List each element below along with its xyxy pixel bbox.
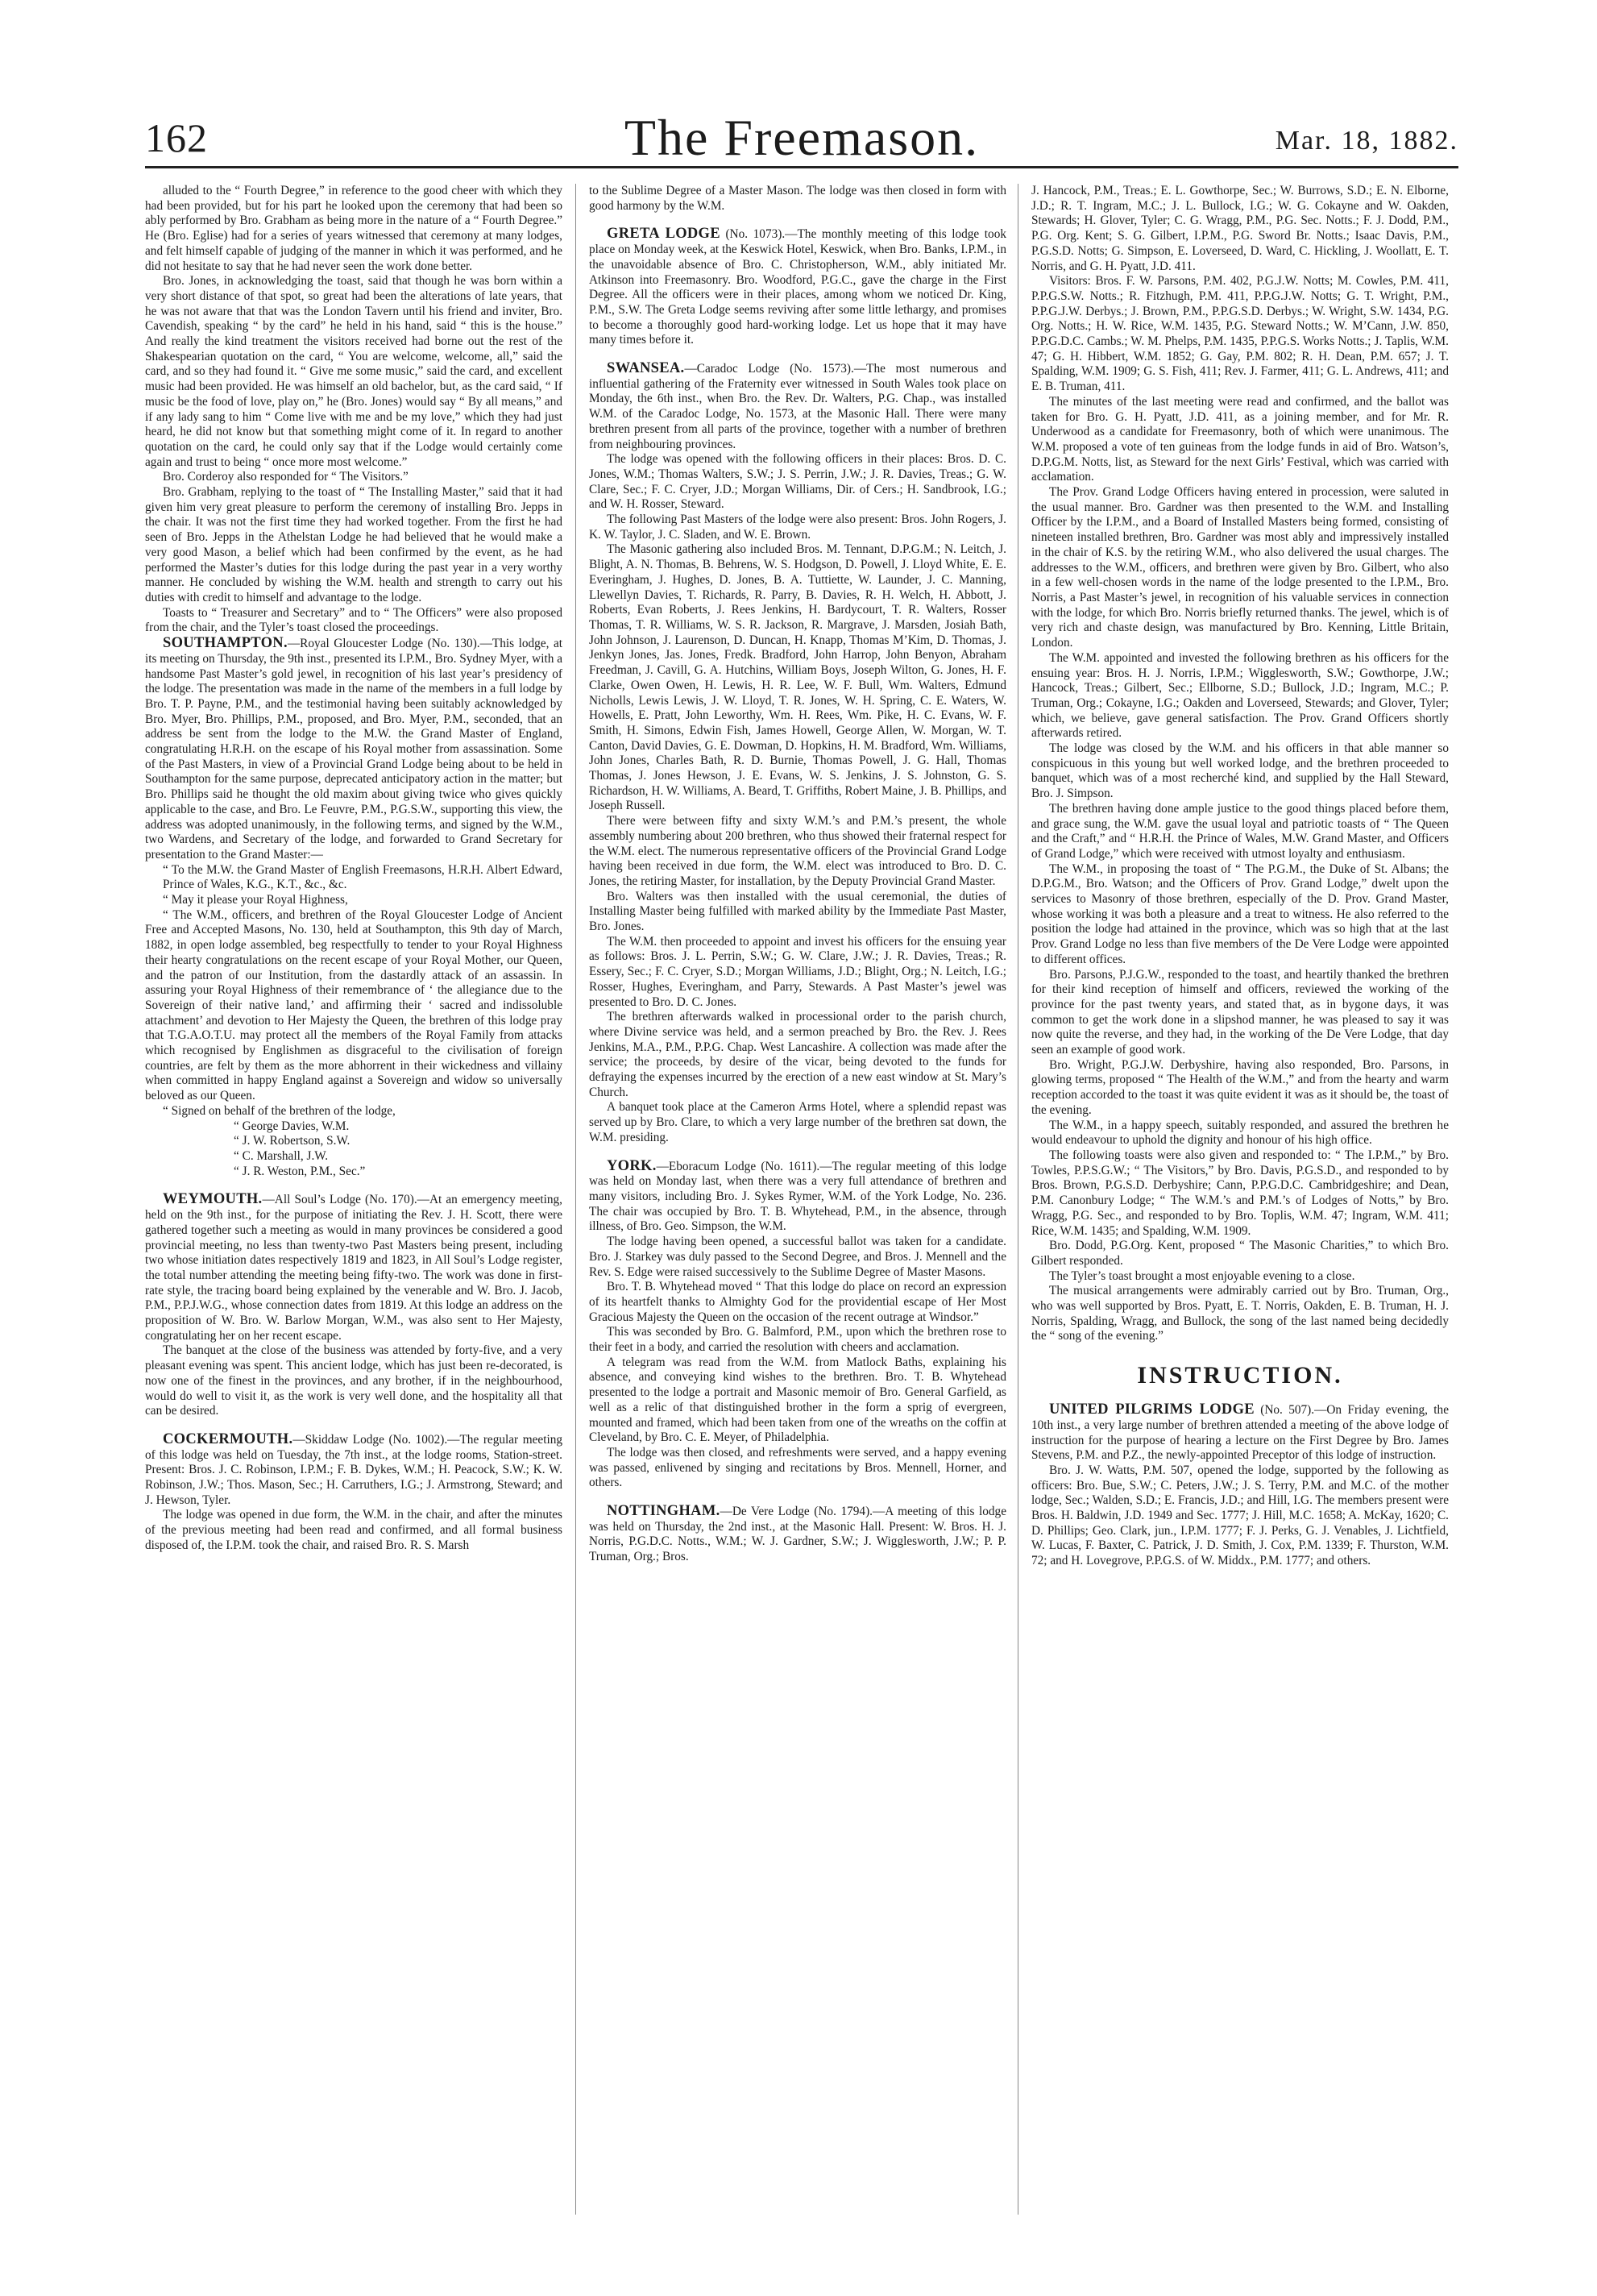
paragraph-text: Bro. Jones, in acknowledging the toast, said that though he was born within a very short distance of that spot, so great had been the alterations of late years, that he was not aware that that was the London Tavern until his friend and inviter, Bro. Cavendish, speaking “ by the card” he held in his hand, said “ this is the house.” And really the kind treatment the visitors received had borne out the rest of the Shakespearian quotation on the card, “ You are welcome, welcome, all,” said the card, and so they had found it. “ Give me some music,” said the card, and excellent music had been provided. He was himself an old bachelor, but, as the card said, “ If music be the food of love, play on,” he (Bro. Jones) would say “ By all means,” and if any lady sang to him “ Come live with me and be my love,” which they had just heard, he did not know but that something might come of it. In regard to another quotation on the card, he could only say that if the Lodge would certainly come again and trust to being “ once more most welcome.” [145, 274, 562, 469]
paragraph-text: —Eboracum Lodge (No. 1611).—The regular meeting of this lodge was held on Monday last, when there was a very full attendance of brethren and many visitors, including Bro. J. Sykes Rymer, W.M. of the York Lodge, No. 236. The chair was occupied by Bro. T. B. Whytehead, P.M., in the absence, through illness, of Bro. Geo. Simpson, the W.M. [589, 1159, 1006, 1234]
body-paragraph [1031, 184, 1449, 274]
section-heading: INSTRUCTION. [1137, 1362, 1343, 1389]
paragraph-text: Bro. Parsons, P.J.G.W., responded to the toast, and heartily thanked the brethren for their kind reception of himself and officers, reviewed the working of the province for the past twenty years, and stated that, as in bygone days, it was common to get the work done in a slipshod manner, he was pleased to say it was now quite the reverse, and they had, in the working of the De Vere Lodge, that day seen an example of good work. [1031, 967, 1449, 1057]
article-headline: WEYMOUTH. [163, 1191, 263, 1208]
article-paragraph [145, 1192, 562, 1343]
column-3 [1031, 184, 1449, 2215]
signatory-line [145, 1119, 562, 1135]
article-headline: YORK. [607, 1157, 657, 1174]
paragraph-text: —De Vere Lodge (No. 1794).—A meeting of this lodge was held on Thursday, the 2nd inst., at the Masonic Hall. Present: W. Bros. H. J. Norris, P.G.D.C. Notts., W.M.; W. J. Gardner, S.W.; J. Wigglesworth, J.W.; P. P. Truman, Org.; Bros. [589, 1505, 1006, 1564]
paragraph-text: The Masonic gathering also included Bros. M. Tennant, D.P.G.M.; N. Leitch, J. Blight, A. N. Thomas, B. Behrens, W. S. Hodgson, D. Powell, J. Lloyd White, E. E. Everingham, J. Hughes, D. Jones, B. A. Tuttiette, W. Launder, J. C. Manning, Llewellyn Davies, T. Richards, R. Parry, B. Davies, R. H. Welch, H. Abbott, J. Roberts, Evan Roberts, J. Rees Jenkins, H. Bardycourt, T. R. Walters, Rosser Thomas, T. R. Williams, W. S. R. Jackson, R. Margrave, J. Marsden, Josiah Bath, John Johnson, J. Laurenson, D. Duncan, H. Knapp, Thomas M’Kim, D. Thomas, J. Jenkyn Jones, Jas. Jones, Fredk. Bradford, John Harrop, John Benyon, Abraham Freedman, J. Cavill, G. A. Hutchins, William Boys, Joseph Wilton, G. Jones, H. F. Clarke, Owen Owen, H. Lewis, H. R. Lee, W. F. Bull, Wm. Walters, Edmund Nicholls, Lewis Lewis, J. W. Lloyd, T. R. Jones, W. H. Spring, C. E. Waters, W. Howells, E. Pratt, John Leworthy, Wm. H. Rees, Wm. Pike, H. C. Evans, W. F. Smith, H. Simons, Edwin Fish, James Howell, George Allen, W. Morgan, W. T. Canton, David Davies, G. E. Dowman, D. Hopkins, H. M. Bradford, Wm. Williams, John Jones, Charles Bath, R. D. Burnie, Thomas Powell, J. G. Hall, Thomas Thomas, J. Jones Hewson, J. E. Evans, W. S. Jenkins, J. S. Johnston, G. S. Richardson, H. W. Williams, A. Beard, T. Griffiths, Robert Maine, J. B. Phillips, and Joseph Russell. [589, 542, 1006, 813]
body-paragraph [1031, 485, 1449, 651]
body-paragraph [1031, 1119, 1449, 1148]
paragraph-text: “ J. R. Weston, P.M., Sec.” [234, 1164, 366, 1178]
article-headline: GRETA LODGE [607, 226, 720, 243]
paragraph-text: The lodge having been opened, a successful ballot was taken for a candidate. Bro. J. Starkey was duly passed to the Second Degree, and Bros. J. Mennell and the Rev. S. Edge were raised successively to the Sublime Degree of Master Masons. [589, 1235, 1006, 1279]
body-paragraph [1031, 1058, 1449, 1119]
paragraph-text: The W.M. appointed and invested the following brethren as his officers for the ensuing year: Bros. H. J. Norris, I.P.M.; Wigglesworth, S.W.; Gowthorpe, J.W.; Hancock, Treas.; Gilbert, Sec.; Ellborne, S.D.; Bullock, J.D.; Ingram, M.C.; P. Truman, Org.; Cokayne, I.G.; Oakden and Loverseed, Stewards; and Glover, Tyler; which, we believe, gave general satisfaction. The Prov. Grand Officers shortly afterwards retired. [1031, 650, 1449, 741]
article-paragraph [589, 1159, 1006, 1235]
body-paragraph [145, 470, 562, 485]
body-paragraph [589, 1280, 1006, 1325]
article-paragraph [145, 1432, 562, 1509]
paragraph-text: The brethren having done ample justice to the good things placed before them, and grace sung, the W.M. gave the usual loyal and patriotic toasts of “ The Queen and the Craft,” and “ H.R.H. the Prince of Wales, M.W. Grand Master, and Officers of Grand Lodge,” which were received with utmost loyalty and enthusiasm. [1031, 801, 1449, 861]
newspaper-title: The Freemason. [624, 109, 980, 166]
body-paragraph [589, 814, 1006, 890]
body-paragraph [1031, 1464, 1449, 1569]
paragraph-text: Bro. Walters was then installed with the usual ceremonial, the duties of Installing Master being fulfilled with marked ability by the Immediate Past Master, Bro. Jones. [589, 889, 1006, 934]
body-paragraph [589, 1325, 1006, 1355]
body-paragraph [1031, 1284, 1449, 1344]
body-paragraph [145, 606, 562, 636]
body-paragraph [589, 935, 1006, 1011]
body-paragraph [1031, 862, 1449, 968]
masthead [145, 108, 1458, 168]
body-paragraph [1031, 651, 1449, 741]
body-paragraph [1031, 1269, 1449, 1285]
body-paragraph [589, 890, 1006, 935]
paragraph-text: Bro. Dodd, P.G.Org. Kent, proposed “ The Masonic Charities,” to which Bro. Gilbert responded. [1031, 1239, 1449, 1268]
article-paragraph [1031, 1402, 1449, 1464]
article-headline: SOUTHAMPTON. [163, 635, 288, 652]
body-paragraph [1031, 395, 1449, 485]
column-divider [575, 184, 576, 2215]
paragraph-text: “ May it please your Royal Highness, [163, 893, 348, 907]
body-paragraph [589, 452, 1006, 513]
paragraph-text: Visitors: Bros. F. W. Parsons, P.M. 402, P.G.J.W. Notts; M. Cowles, P.M. 411, P.P.G.S.W. Notts.; R. Fitzhugh, P.M. 411, P.P.G.J.W. Notts; G. T. Wright, P.M., P.P.G.J.W. Derbys.; J. Brown, P.M., P.P.G.S.D. Derbys.; W. Wright, S.W. 1434, P.G. Org. Notts.; H. W. Rice, W.M. 1435, P.G. Steward Notts.; W. M’Cann, J.W. 850, P.P.G.D.C. Cambs.; W. M. Phelps, P.M. 1435, P.P.G.S. Works Notts.; J. Taplis, W.M. 47; G. H. Hibbert, W.M. 1852; G. Gay, P.M. 802; R. H. Dean, P.M. 657; J. T. Spalding, W.M. 1909; G. S. Fish, 411; Rev. J. Farmer, 411; G. L. Andrews, 411; and E. B. Truman, 411. [1031, 274, 1449, 394]
body-paragraph [589, 184, 1006, 214]
page-number: 162 [145, 115, 208, 160]
body-paragraph [589, 1235, 1006, 1280]
body-paragraph [145, 1508, 562, 1553]
body-paragraph [145, 893, 562, 908]
body-paragraph [145, 863, 562, 893]
paragraph-text: This was seconded by Bro. G. Balmford, P.M., upon which the brethren rose to their feet in a body, and carried the resolution with cheers and acclamation. [589, 1325, 1006, 1355]
paragraph-text: The Prov. Grand Lodge Officers having entered in procession, were saluted in the usual manner. Bro. Gardner was then presented to the W.M. and Installing Officer by the I.P.M., and a Board of Installed Masters being formed, consisting of nineteen installed brethren, Bro. Gardner was most ably and impressively installed in the chair of K.S. by the retiring W.M., who also delivered the usual charges. The addresses to the W.M., officers, and brethren were given by Bro. Gilbert, who also in a few well-chosen words in the name of the lodge presented to the I.P.M., Bro. Norris, a Past Master’s jewel, in recognition of his valuable services in connection with the lodge, for which Bro. Norris briefly returned thanks. The jewel, which is of very rich and chaste design, was manufactured by Bro. Kenning, Little Britain, London. [1031, 485, 1449, 650]
paragraph-text: “ To the M.W. the Grand Master of English Freemasons, H.R.H. Albert Edward, Prince of Wales, K.G., K.T., &c., &c. [163, 862, 562, 892]
body-paragraph [589, 1356, 1006, 1446]
paragraph-text: —Skiddaw Lodge (No. 1002).—The regular meeting of this lodge was held on Tuesday, the 7th inst., at the lodge rooms, Station-street. Present: Bros. J. C. Robinson, I.P.M.; F. B. Dykes, W.M.; H. Peacock, S.W.; K. W. Robinson, J.W.; Thos. Mason, Sec.; H. Carruthers, I.G.; J. Armstrong, Steward; and J. Hewson, Tyler. [145, 1432, 562, 1507]
article-headline: SWANSEA. [607, 360, 685, 377]
paragraph-text: J. Hancock, P.M., Treas.; E. L. Gowthorpe, Sec.; W. Burrows, S.D.; E. N. Elborne, J.D.; R. T. Ingram, M.C.; J. L. Bullock, I.G.; W. G. Cokayne and W. Oakden, Stewards; H. Glover, Tyler; C. G. Wragg, P.M., P.G. Sec. Notts.; F. J. Dodd, P.M., P.G. Org. Kent; S. G. Gilbert, I.P.M., P.G. Sword Br. Notts.; Isaac Davis, P.M., P.G.S.D. Notts; G. Simpson, E. Loverseed, D. Ward, C. Hickling, J. Woollatt, E. T. Norris, and G. H. Pyatt, J.D. 411. [1031, 184, 1449, 273]
body-paragraph [589, 1100, 1006, 1145]
paragraph-text: “ Signed on behalf of the brethren of the lodge, [163, 1103, 396, 1118]
paragraph-text: The lodge was closed by the W.M. and his officers in that able manner so conspicuous in this young but well worked lodge, and the brethren proceeded to banquet, which was of a most recherché kind, and supplied by the Hall Steward, Bro. J. Simpson. [1031, 741, 1449, 801]
paragraph-text: —Caradoc Lodge (No. 1573).—The most numerous and influential gathering of the Fraternity ever witnessed in South Wales took place on Monday, the 6th inst., when Bro. the Rev. Dr. Walters, P.G. Chap., was installed W.M. of the Caradoc Lodge, No. 1573, at the Masonic Hall. There were many brethren present from all parts of the province, together with a number of brethren from neighbouring provinces. [589, 362, 1006, 451]
paragraph-text: The banquet at the close of the business was attended by forty-five, and a very pleasant evening was spent. This ancient lodge, which has just been re-decorated, is now one of the finest in the provinces, and any brother, if in the neighbourhood, would do well to visit it, as the work is very well done, and the hospitality all that can be desired. [145, 1343, 562, 1418]
paragraph-text: Toasts to “ Treasurer and Secretary” and to “ The Officers” were also proposed from the chair, and the Tyler’s toast closed the proceedings. [145, 605, 562, 635]
paragraph-text: Bro. T. B. Whytehead moved “ That this lodge do place on record an expression of its heartfelt thanks to Almighty God for the providential escape of Her Most Gracious Majesty the Queen on the occasion of the recent outrage at Windsor.” [589, 1280, 1006, 1324]
body-paragraph [145, 184, 562, 274]
paragraph-text: The W.M., in proposing the toast of “ The P.G.M., the Duke of St. Albans; the D.P.G.M., Bro. Watson; and the Officers of Prov. Grand Lodge,” dwelt upon the services to Masonry of those brethren, especially of the D. Prov. Grand Master, whose working it was both a pleasure and a treat to witness. He also referred to the position the lodge had attained in the province, which was so high that at the last Prov. Grand Lodge no less than five members of the De Vere Lodge were appointed to different offices. [1031, 862, 1449, 966]
body-paragraph [589, 513, 1006, 542]
body-paragraph [145, 1343, 562, 1419]
signatory-line [145, 1134, 562, 1149]
article-paragraph [589, 226, 1006, 348]
paragraph-text: The lodge was opened with the following officers in their places: Bros. D. C. Jones, W.M.; Thomas Walters, S.W.; J. S. Perrin, J.W.; J. R. Davies, Treas.; G. W. Clare, Sec.; F. C. Cryer, J.D.; Morgan Williams, Dir. of Cers.; H. Sandbrook, I.G.; and W. H. Rosser, Steward. [589, 452, 1006, 512]
paragraph-text: —Royal Gloucester Lodge (No. 130).—This lodge, at its meeting on Thursday, the 9th inst., presented its I.P.M., Bro. Sydney Myer, with a handsome Past Master’s gold jewel, in recognition of his last year’s presidency of the lodge. The presentation was made in the name of the members in a full lodge by Bro. T. P. Payne, P.M., and the testimonial having been suitably acknowledged by Bro. Myer, Bro. Phillips, P.M., proposed, and Bro. Myer, P.M., seconded, that an address be sent from the lodge to the M.W. the Grand Master of England, congratulating H.R.H. on the escape of his Royal mother from assassination. Some of the Past Masters, in view of a Provincial Grand Lodge being about to be held in Southampton for the same purpose, deprecated anticipatory action in the matter; but Bro. Phillips said he thought the old maxim about giving twice who gives quickly applicable to the case, and Bro. Le Feuvre, P.M., P.G.S.W., supporting this view, the address was adopted unanimously, in the following terms, and signed by the W.M., two Wardens, and Secretary of the lodge, and forwarded to Grand Secretary for presentation to the Grand Master:— [145, 637, 562, 862]
paragraph-text: The W.M., in a happy speech, suitably responded, and assured the brethren he would endeavour to uphold the dignity and honour of his high office. [1031, 1118, 1449, 1148]
body-paragraph [589, 542, 1006, 814]
paragraph-text: The following toasts were also given and responded to: “ The I.P.M.,” by Bro. Towles, P.P.S.G.W.; “ The Visitors,” by Bro. Davis, P.G.S.D., and responded to by Bros. Brown, P.G.S.D. Derbyshire; Cann, P.P.G.D.C. Cambridgeshire; and Dean, P.M. Canonbury Lodge; “ The W.M.’s and P.M.’s of Lodges of Notts,” by Bro. Wragg, P.G. Sec., and responded to by Bro. Toplis, W.M. 47; Ingram, W.M. 411; Rice, W.M. 1435; and Spalding, W.M. 1909. [1031, 1148, 1449, 1238]
article-paragraph [589, 1504, 1006, 1565]
paragraph-text: The lodge was opened in due form, the W.M. in the chair, and after the minutes of the previous meeting had been read and confirmed, and all formal business disposed of, the I.P.M. took the chair, and raised Bro. R. S. Marsh [145, 1508, 562, 1552]
paragraph-text: alluded to the “ Fourth Degree,” in reference to the good cheer with which they had been provided, but for his part he looked upon the ceremony that had been so ably performed by Bro. Grabham as being more in the nature of a “ Fourth Degree.” He (Bro. Eglise) had for a series of years witnessed that ceremony at many lodges, and felt himself capable of judging of the manner in which it was performed, and he did not hesitate to say that he had never seen the work done better. [145, 184, 562, 273]
paragraph-text: “ C. Marshall, J.W. [234, 1149, 329, 1163]
paragraph-text: The following Past Masters of the lodge were also present: Bros. John Rogers, J. K. W. Taylor, J. C. Sladen, and W. E. Brown. [589, 513, 1006, 542]
signatory-line [145, 1165, 562, 1180]
paragraph-text: to the Sublime Degree of a Master Mason. The lodge was then closed in form with good harmony by the W.M. [589, 184, 1006, 213]
paragraph-text: “ George Davies, W.M. [234, 1119, 350, 1133]
paragraph-text: The lodge was then closed, and refreshments were served, and a happy evening was passed, enlivened by singing and recitations by Bros. Mennell, Horner, and others. [589, 1445, 1006, 1490]
article-paragraph [589, 361, 1006, 452]
paragraph-text: —All Soul’s Lodge (No. 170).—At an emergency meeting, held on the 9th inst., for the purpose of initiating the Rev. J. H. Scott, there were gathered together such a meeting as would in many provinces be considered a good provincial meeting, no less than twenty-two Past Masters being present, including two whose initiation dates respectively 1819 and 1823, in All Soul’s Lodge register, the total number attending the meeting being fifty-two. The work was done in first-rate style, the tracing board being explained by the venerable and W. Bro. J. Jacob, P.M., P.P.J.W.G., whose connection dates from 1819. At this lodge an address on the proposition of W. Bro. W. Barlow Morgan, W.M., was also sent to Her Majesty, congratulating her on her recent escape. [145, 1193, 562, 1343]
paragraph-text: Bro. Wright, P.G.J.W. Derbyshire, having also responded, Bro. Parsons, in glowing terms, proposed “ The Health of the W.M.,” and from the hearty and warm reception accorded to the toast it was quite evident it was as it should be, the toast of the evening. [1031, 1057, 1449, 1117]
column-2 [589, 184, 1006, 2215]
paragraph-text: Bro. Grabham, replying to the toast of “ The Installing Master,” said that it had given him very great pleasure to perform the ceremony of installing Bro. Jepps in the chair. It was not the first time they had worked together. From the first he had seen of Bro. Jepps in the Athelstan Lodge he had believed that he would make a very good Mason, a belief which had been confirmed by the event, as he had performed the Master’s duties for this lodge during the past year in a very worthy manner. He concluded by wishing the W.M. health and strength to carry out his duties with credit to himself and advantage to the lodge. [145, 485, 562, 604]
article-headline: UNITED PILGRIMS LODGE [1049, 1401, 1255, 1418]
paragraph-text: A banquet took place at the Cameron Arms Hotel, where a splendid repast was served up by Bro. Clare, to which a very large number of the brethren sat down, the W.M. presiding. [589, 1100, 1006, 1144]
signatory-line [145, 1149, 562, 1165]
paragraph-text: (No. 507).—On Friday evening, the 10th inst., a very large number of brethren attended a meeting of the above lodge of instruction for the purpose of hearing a lecture on the First Degree by Bro. James Stevens, P.M. and P.Z., the newly-appointed Preceptor of this lodge of instruction. [1031, 1403, 1449, 1463]
body-paragraph [1031, 802, 1449, 862]
article-headline: COCKERMOUTH. [163, 1430, 293, 1447]
body-paragraph [145, 1104, 562, 1119]
body-paragraph [1031, 1239, 1449, 1268]
body-paragraph [1031, 274, 1449, 395]
paragraph-text: The Tyler’s toast brought a most enjoyable evening to a close. [1049, 1268, 1355, 1283]
paragraph-text: “ The W.M., officers, and brethren of the Royal Gloucester Lodge of Ancient Free and Accepted Masons, No. 130, held at Southampton, this 9th day of March, 1882, in open lodge assembled, beg respectfully to tender to your Royal Highness their hearty congratulations on the recent escape of your Royal Mother, our Queen, and the patron of our Institution, from the dastardly attack of an assassin. In assuring your Royal Highness of their remembrance of ‘ the allegiance due to the Sovereign of their native land,’ and affirming their ‘ sacred and indissoluble attachment’ and devotion to Her Majesty the Queen, the brethren of this lodge pray that T.G.A.O.T.U. may protect all the members of the Royal Family from attacks which recognised by Englishmen as disgraceful to the civilisation of foreign countries, are felt by them as the more abhorrent in their wickedness and villainy when committed in happy England against a Sovereign and widow so universally beloved as our Queen. [145, 907, 562, 1103]
paragraph-text: The brethren afterwards walked in processional order to the parish church, where Divine service was held, and a sermon preached by Bro. the Rev. J. Rees Jenkins, M.A., P.M., P.P.G. Chap. West Lancashire. A collection was made after the service; the proceeds, by desire of the vicar, being devoted to the funds for defraying the expenses incurred by the erection of a new east window at St. Mary’s Church. [589, 1010, 1006, 1099]
body-paragraph [1031, 1148, 1449, 1239]
issue-date: Mar. 18, 1882. [1275, 126, 1458, 156]
paragraph-text: A telegram was read from the W.M. from Matlock Baths, explaining his absence, and conveying kind wishes to the brethren. Bro. T. B. Whytehead presented to the lodge a portrait and Masonic memoir of Bro. General Garfield, as well as a relic of that distinguished brother in the form a sprig of evergreen, mounted and framed, which had been taken from one of the wreaths on the coffin at Cleveland, by Bro. C. E. Meyer, of Philadelphia. [589, 1355, 1006, 1445]
paragraph-text: (No. 1073).—The monthly meeting of this lodge took place on Monday week, at the Keswick Hotel, Keswick, when Bro. Banks, I.P.M., in the unavoidable absence of Bro. C. Christopherson, W.M., ably initiated Mr. Atkinson into Freemasonry. Bro. Woodford, P.G.C., gave the charge in the First Degree. All the officers were in their places, among whom we noticed Dr. King, P.M., S.W. The Greta Lodge seems reviving after some little lethargy, and promises to become a thoroughly good hard-working lodge. Let us hope that it may have many times before it. [589, 227, 1006, 347]
paragraph-text: There were between fifty and sixty W.M.’s and P.M.’s present, the whole assembly numbering about 200 brethren, who thus showed their fraternal respect for the W.M. elect. The numerous representative officers of the Provincial Grand Lodge having been received in due form, the W.M. elect was introduced to Bro. D. C. Jones, the retiring Master, for installation, by the Deputy Provincial Grand Master. [589, 814, 1006, 888]
body-paragraph [1031, 741, 1449, 802]
paragraph-text: “ J. W. Robertson, S.W. [234, 1134, 351, 1148]
body-paragraph [589, 1446, 1006, 1491]
paragraph-text: Bro. Corderoy also responded for “ The Visitors.” [163, 470, 409, 484]
body-paragraph [1031, 968, 1449, 1058]
body-paragraph [145, 908, 562, 1104]
paragraph-text: Bro. J. W. Watts, P.M. 507, opened the lodge, supported by the following as officers: Bro. Bue, S.W.; C. Peters, J.W.; J. S. Terry, P.M. and M.C. of the mother lodge, Sec.; Walden, S.D.; E. Francis, J.D.; and Hill, I.G. The members present were Bros. H. Baldwin, J.D. 1949 and Sec. 1777; J. Hill, M.C. 1658; A. McKay, 1620; C. D. Phillips; Geo. Clark, jun., I.P.M. 1777; F. J. Perks, G. J. Venables, J. Lichtfield, W. Lucas, F. Baxter, C. Patrick, J. D. Smith, J. Cox, P.M. 1339; F. Thurston, W.M. 72; and H. Lovegrove, P.P.G.S. of W. Middx., P.M. 1777; and others. [1031, 1463, 1449, 1568]
body-paragraph [145, 485, 562, 606]
article-paragraph [145, 636, 562, 863]
paragraph-text: The musical arrangements were admirably carried out by Bro. Truman, Org., who was well supported by Bros. Pyatt, E. T. Norris, Oakden, E. B. Truman, H. J. Norris, Spalding, Wragg, and Bullock, the song of the last named being decidedly the “ song of the evening.” [1031, 1284, 1449, 1343]
paragraph-text: The minutes of the last meeting were read and confirmed, and the ballot was taken for Bro. G. H. Pyatt, J.D. 411, as a joining member, and for Mr. R. Underwood as a candidate for Freemasonry, both of which were unanimous. The W.M. proposed a vote of ten guineas from the lodge funds in aid of Bro. Watson’s, D.P.G.M. Notts, list, as Steward for the next Girls’ Festival, which was carried with acclamation. [1031, 394, 1449, 484]
column-1 [145, 184, 562, 2215]
body-paragraph [145, 274, 562, 470]
article-headline: NOTTINGHAM. [607, 1503, 720, 1520]
paragraph-text: The W.M. then proceeded to appoint and invest his officers for the ensuing year as follows: Bros. J. L. Perrin, S.W.; G. W. Clare, J.W.; J. R. Davies, Treas.; R. Essery, Sec.; F. C. Cryer, S.D.; Morgan Williams, J.D.; Blight, Org.; N. Leitch, I.G.; Rosser, Hughes, Everingham, and Parry, Stewards. A Past Master’s jewel was presented to Bro. D. C. Jones. [589, 934, 1006, 1009]
body-paragraph [589, 1010, 1006, 1100]
